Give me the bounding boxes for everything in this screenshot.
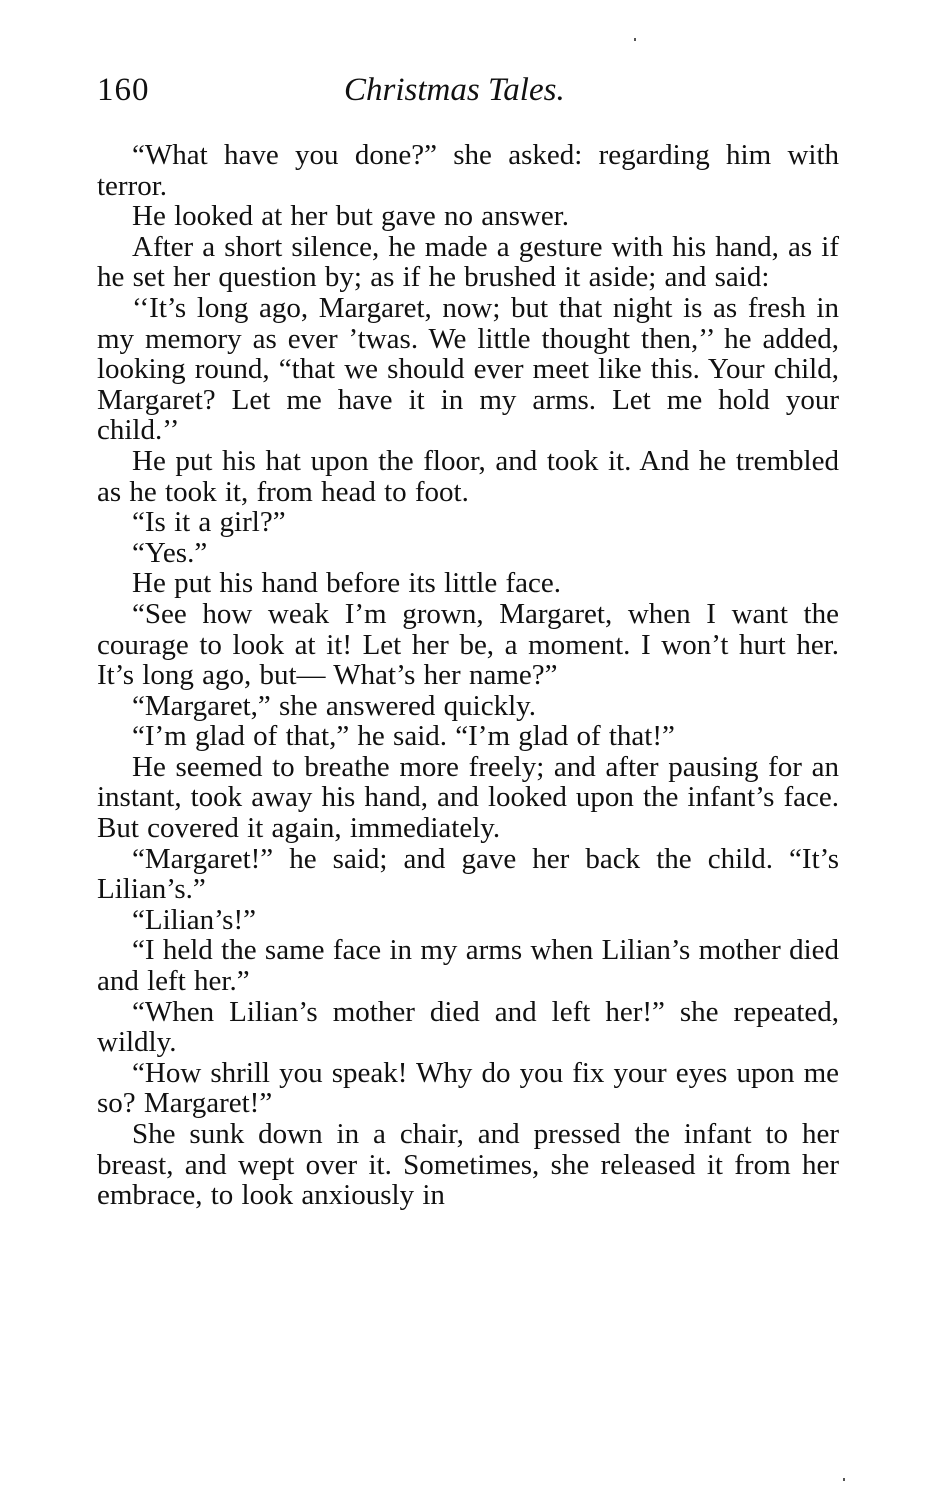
paragraph: “I’m glad of that,” he said. “I’m glad of that!” — [132, 720, 675, 753]
paragraph: “Margaret!” he said; and gave her back the child. “It’s Lilian’s.” — [97, 842, 839, 906]
paragraph: “I held the same face in my arms when Lilian’s mother died and left her.” — [97, 934, 839, 998]
print-speck — [634, 38, 636, 41]
paragraph: He put his hat upon the floor, and took it. And he trembled as he took it, from head to foot. — [97, 444, 839, 508]
body-text — [97, 140, 839, 1211]
paragraph: “Lilian’s!” — [132, 903, 257, 936]
paragraph: He put his hand before its little face. — [132, 567, 561, 600]
paragraph: “Is it a girl?” — [132, 506, 286, 539]
paragraph: “What have you done?” she asked: regarding him with terror. — [97, 139, 839, 202]
paragraph: “How shrill you speak! Why do you fix your eyes upon me so? Margaret!” — [97, 1056, 839, 1120]
paragraph: After a short silence, he made a gesture with his hand, as if he set her question by; as if he brushed it aside; and said: — [97, 230, 839, 294]
paragraph: She sunk down in a chair, and pressed the infant to her breast, and wept over it. Sometimes, she released it from her embrace, to look anxiously in — [97, 1118, 839, 1212]
paragraph: “See how weak I’m grown, Margaret, when I want the courage to look at it! Let her be, a moment. I won’t hurt her. It’s long ago, but— What’s her name?” — [97, 597, 839, 692]
running-header — [97, 72, 839, 122]
paragraph: “When Lilian’s mother died and left her!” she repeated, wildly. — [97, 995, 839, 1059]
page-number: 160 — [97, 72, 150, 108]
paragraph: “Yes.” — [132, 536, 208, 569]
paragraph: He seemed to breathe more freely; and after pausing for an instant, took away his hand, and looked upon the infant’s face. But covered it again, immediately. — [97, 750, 839, 845]
paragraph: He looked at her but gave no answer. — [132, 200, 570, 233]
paragraph: ‘‘It’s long ago, Margaret, now; but that night is as fresh in my memory as ever ’twas. We little thought then,’’ he added, looking round, “that we should ever meet like this. Your child, Margaret? Let me have it in my arms. Let me hold your child.’’ — [97, 291, 839, 447]
running-title: Christmas Tales. — [344, 72, 565, 108]
print-speck — [843, 1478, 845, 1481]
paragraph: “Margaret,” she answered quickly. — [132, 689, 537, 722]
